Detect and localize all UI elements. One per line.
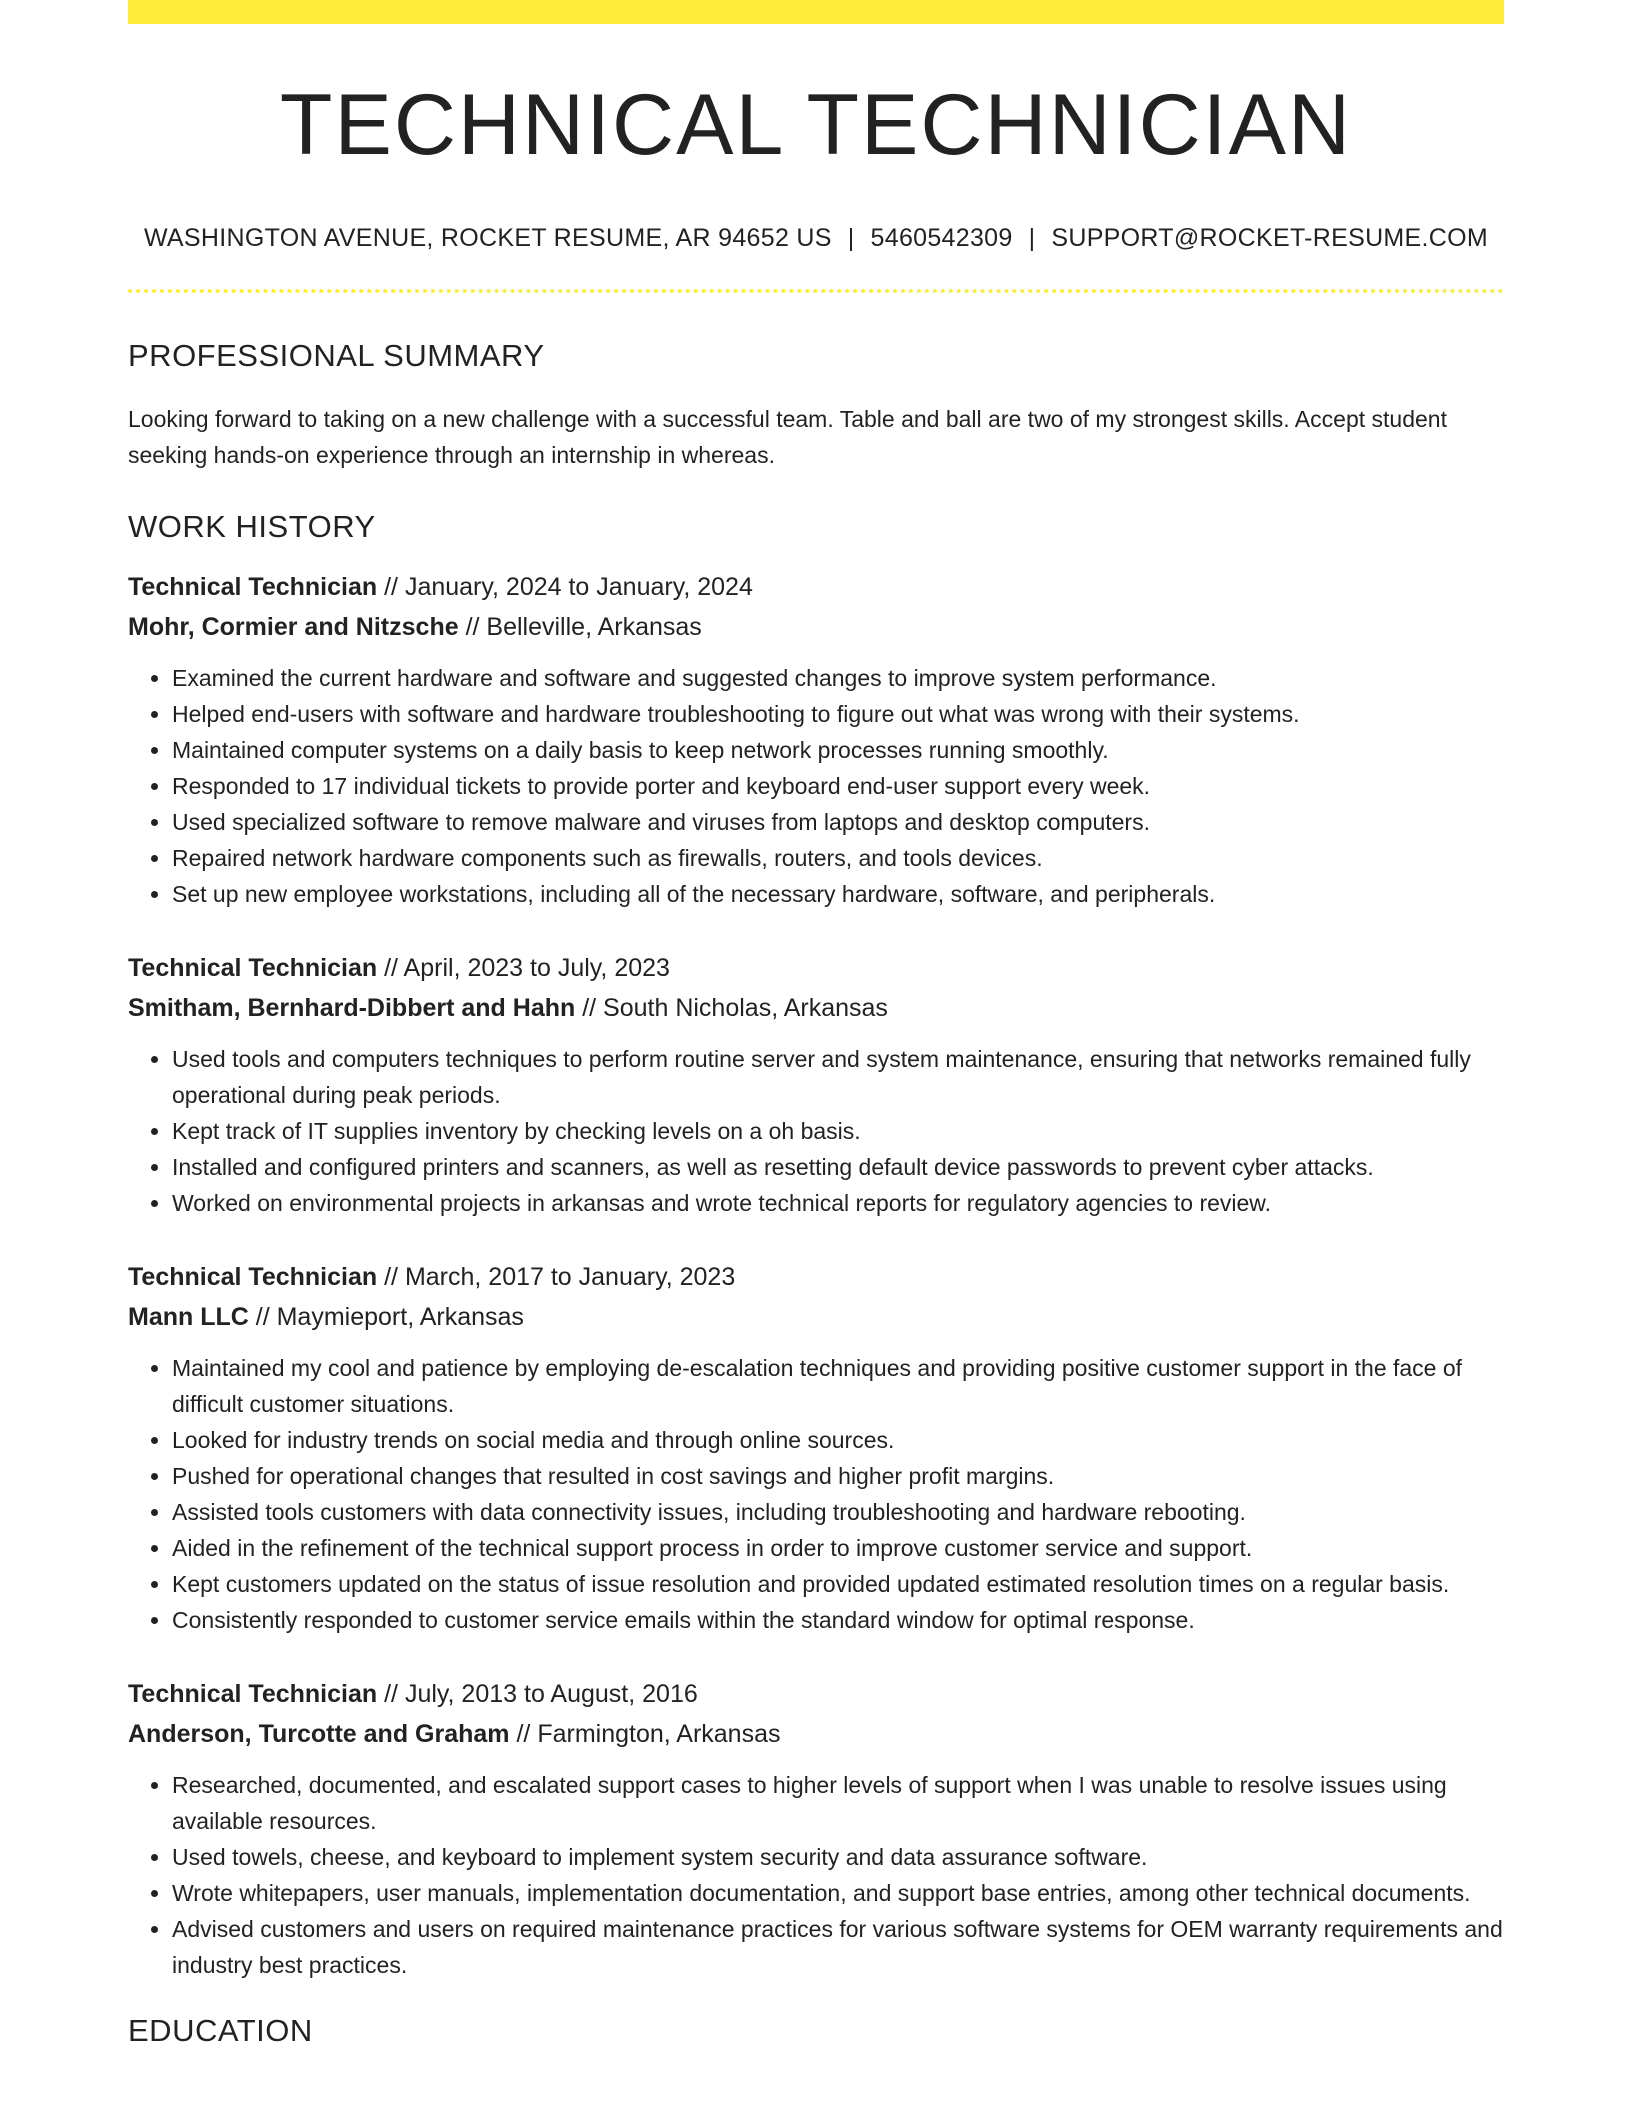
job-bullet: • Helped end-users with software and hardware troubleshooting to figure out what was wrong with their systems. — [172, 696, 1504, 732]
job-bullet: • Responded to 17 individual tickets to provide porter and keyboard end-user support every week. — [172, 768, 1504, 804]
job-company-line — [128, 1714, 1504, 1754]
job-title-line — [128, 1674, 1504, 1714]
job-bullet: • Advised customers and users on required maintenance practices for various software systems for OEM warranty requirements and industry best practices. — [172, 1911, 1504, 1983]
job-bullet: • Installed and configured printers and scanners, as well as resetting default device passwords to prevent cyber attacks. — [172, 1149, 1504, 1185]
job-list — [128, 567, 1504, 1983]
job-entry — [128, 948, 1504, 1221]
job-bullet: • Used towels, cheese, and keyboard to implement system security and data assurance software. — [172, 1839, 1504, 1875]
job-company-line — [128, 1297, 1504, 1337]
contact-phone: 5460542309 — [870, 224, 1013, 252]
job-bullet: • Maintained my cool and patience by employing de-escalation techniques and providing positive customer support in the face of difficult customer situations. — [172, 1350, 1504, 1422]
dotted-divider — [128, 289, 1504, 293]
job-dates: // January, 2024 to January, 2024 — [377, 573, 753, 601]
job-bullet-list — [128, 660, 1504, 912]
job-dates: // July, 2013 to August, 2016 — [377, 1680, 698, 1708]
contact-email: SUPPORT@ROCKET-RESUME.COM — [1051, 224, 1489, 252]
job-bullet-list — [128, 1350, 1504, 1638]
summary-heading: PROFESSIONAL SUMMARY — [128, 338, 545, 373]
job-bullet: • Worked on environmental projects in arkansas and wrote technical reports for regulatory agencies to review. — [172, 1185, 1504, 1221]
contact-line — [128, 224, 1504, 253]
job-bullet-list — [128, 1767, 1504, 1983]
job-title-line — [128, 948, 1504, 988]
job-title: Technical Technician — [128, 1263, 378, 1291]
job-bullet: • Examined the current hardware and software and suggested changes to improve system performance. — [172, 660, 1504, 696]
job-bullet: • Used tools and computers techniques to perform routine server and system maintenance, ensuring that networks remained fully operational during peak periods. — [172, 1041, 1504, 1113]
job-title: Technical Technician — [128, 954, 378, 982]
accent-top-bar — [128, 0, 1504, 24]
job-company: Smitham, Bernhard-Dibbert and Hahn — [128, 994, 576, 1022]
job-bullet: • Kept track of IT supplies inventory by checking levels on a oh basis. — [172, 1113, 1504, 1149]
contact-separator: | — [847, 224, 855, 252]
job-bullet: • Set up new employee workstations, including all of the necessary hardware, software, and peripherals. — [172, 876, 1504, 912]
job-entry — [128, 1257, 1504, 1638]
job-bullet: • Aided in the refinement of the technical support process in order to improve customer service and support. — [172, 1530, 1504, 1566]
job-title-line — [128, 567, 1504, 607]
job-bullet: • Looked for industry trends on social media and through online sources. — [172, 1422, 1504, 1458]
job-location: // Farmington, Arkansas — [509, 1720, 781, 1748]
job-title-line — [128, 1257, 1504, 1297]
job-location: // Belleville, Arkansas — [458, 613, 702, 641]
job-bullet: • Repaired network hardware components such as firewalls, routers, and tools devices. — [172, 840, 1504, 876]
job-company: Mohr, Cormier and Nitzsche — [128, 613, 459, 641]
job-bullet: • Researched, documented, and escalated support cases to higher levels of support when I was unable to resolve issues using available resources. — [172, 1767, 1504, 1839]
job-bullet: • Used specialized software to remove malware and viruses from laptops and desktop computers. — [172, 804, 1504, 840]
job-title: Technical Technician — [128, 1680, 378, 1708]
job-entry — [128, 567, 1504, 912]
summary-text: Looking forward to taking on a new challenge with a successful team. Table and ball are two of my strongest skills. Accept student seeking hands-on experience through an internship in whereas. — [128, 406, 1447, 468]
job-company-line — [128, 988, 1504, 1028]
resume-name: TECHNICAL TECHNICIAN — [279, 77, 1353, 173]
contact-address: WASHINGTON AVENUE, ROCKET RESUME, AR 94652 US — [143, 224, 832, 252]
job-company: Anderson, Turcotte and Graham — [128, 1720, 510, 1748]
contact-separator: | — [1028, 224, 1036, 252]
job-bullet: • Consistently responded to customer service emails within the standard window for optimal response. — [172, 1602, 1504, 1638]
job-company-line — [128, 607, 1504, 647]
job-title: Technical Technician — [128, 573, 378, 601]
job-bullet: • Kept customers updated on the status of issue resolution and provided updated estimated resolution times on a regular basis. — [172, 1566, 1504, 1602]
job-location: // Maymieport, Arkansas — [248, 1303, 524, 1331]
job-location: // South Nicholas, Arkansas — [575, 994, 888, 1022]
job-bullet: • Maintained computer systems on a daily basis to keep network processes running smoothly. — [172, 732, 1504, 768]
work-history-heading: WORK HISTORY — [128, 509, 376, 544]
job-entry — [128, 1674, 1504, 1983]
job-company: Mann LLC — [128, 1303, 249, 1331]
job-bullet: • Pushed for operational changes that resulted in cost savings and higher profit margins. — [172, 1458, 1504, 1494]
job-bullet: • Assisted tools customers with data connectivity issues, including troubleshooting and hardware rebooting. — [172, 1494, 1504, 1530]
job-bullet-list — [128, 1041, 1504, 1221]
job-dates: // March, 2017 to January, 2023 — [377, 1263, 736, 1291]
education-heading: EDUCATION — [128, 2013, 313, 2048]
job-bullet: • Wrote whitepapers, user manuals, implementation documentation, and support base entries, among other technical documents. — [172, 1875, 1504, 1911]
job-dates: // April, 2023 to July, 2023 — [377, 954, 670, 982]
resume-page — [128, 0, 1504, 2049]
